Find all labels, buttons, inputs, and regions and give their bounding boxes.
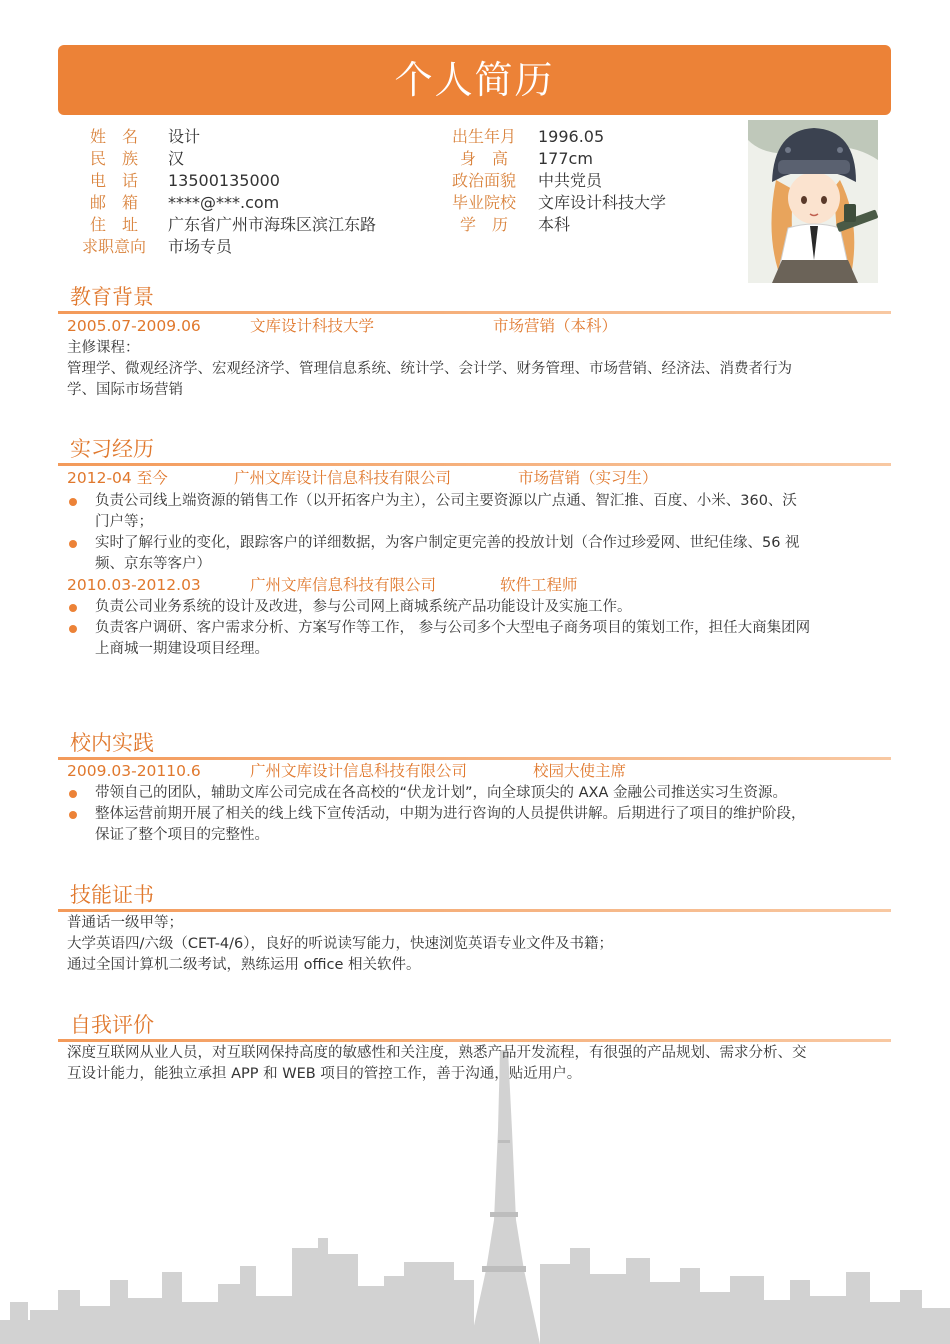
section-title-campus: 校内实践 [70, 731, 154, 755]
section-title-internship: 实习经历 [70, 437, 154, 461]
bullet-dot-icon [69, 540, 77, 548]
profile-label: 毕业院校 [451, 193, 516, 212]
bullet-line: 上商城一期建设项目经理。 [95, 641, 269, 657]
bullet-line: 实时了解行业的变化，跟踪客户的详细数据，为客户制定更完善的投放计划（合作过珍爱网、世纪佳缘、56 视 [95, 535, 800, 551]
self-eval-line: 互设计能力，能独立承担 APP 和 WEB 项目的管控工作，善于沟通，贴近用户。 [67, 1066, 582, 1082]
education-school: 文库设计科技大学 [250, 317, 375, 335]
bullet-line: 负责客户调研、客户需求分析、方案写作等工作， 参与公司多个大型电子商务项目的策划工作，担任大商集团网 [95, 620, 811, 636]
profile-value: 本科 [538, 215, 571, 234]
section-divider [58, 1039, 891, 1042]
profile-value: 设计 [168, 127, 201, 146]
campus-bullet [67, 783, 887, 804]
section-title-skills: 技能证书 [70, 883, 154, 907]
job-company: 广州文库信息科技有限公司 [250, 576, 437, 594]
profile-value: 13500135000 [168, 171, 280, 190]
avatar-illustration [748, 120, 878, 283]
section-divider [58, 757, 891, 760]
section-divider [58, 909, 891, 912]
profile-row-height [440, 148, 666, 170]
bullet-dot-icon [69, 604, 77, 612]
profile-value: 1996.05 [538, 127, 605, 146]
course-list-line: 管理学、微观经济学、宏观经济学、管理信息系统、统计学、会计学、财务管理、市场营销、经济法、消费者行为 [67, 361, 792, 377]
education-major: 市场营销（本科） [493, 317, 618, 335]
skill-line: 普通话一级甲等； [67, 915, 183, 931]
bullet-dot-icon [69, 811, 77, 819]
profile-row-school [440, 192, 666, 214]
campus-role: 校园大使主席 [533, 762, 627, 780]
section-title-education: 教育背景 [70, 285, 154, 309]
profile-label: 邮 箱 [89, 193, 138, 212]
profile-label: 民 族 [89, 149, 138, 168]
profile-right-column [440, 126, 666, 236]
job-bullet [67, 597, 887, 618]
course-list-line: 学、国际市场营销 [67, 382, 183, 398]
profile-label: 姓 名 [89, 127, 138, 146]
bullet-line: 保证了整个项目的完整性。 [95, 827, 269, 843]
profile-row-birth [440, 126, 666, 148]
job-period: 2010.03-2012.03 [67, 576, 201, 594]
profile-left-column [70, 126, 376, 258]
profile-row-political [440, 170, 666, 192]
profile-value: 汉 [168, 149, 185, 168]
bullet-line: 整体运营前期开展了相关的线上线下宣传活动，中期为进行咨询的人员提供讲解。后期进行了项目的维护阶段， [95, 806, 806, 822]
profile-value: 中共党员 [538, 171, 603, 190]
skill-line: 大学英语四/六级（CET-4/6），良好的听说读写能力，快速浏览英语专业文件及书籍； [67, 936, 614, 952]
profile-label: 住 址 [89, 215, 138, 234]
job-period: 2012-04 至今 [67, 469, 168, 487]
section-divider [58, 311, 891, 314]
bullet-line: 带领自己的团队，辅助文库公司完成在各高校的“伏龙计划”，向全球顶尖的 AXA 金融公司推送实习生资源。 [95, 785, 788, 801]
profile-value: ****@***.com [168, 193, 280, 212]
profile-row-address [70, 214, 376, 236]
bullet-dot-icon [69, 625, 77, 633]
bullet-line: 门户等； [95, 514, 153, 530]
profile-label: 出生年月 [451, 127, 516, 146]
education-period: 2005.07-2009.06 [67, 317, 201, 335]
job-role: 市场营销（实习生） [518, 469, 658, 487]
bullet-line: 负责公司线上端资源的销售工作（以开拓客户为主），公司主要资源以广点通、智汇推、百度、小米、360、沃 [95, 493, 797, 509]
campus-company: 广州文库设计信息科技有限公司 [250, 762, 468, 780]
job-company: 广州文库设计信息科技有限公司 [234, 469, 452, 487]
job-bullet [67, 618, 887, 660]
profile-label: 电 话 [89, 171, 138, 190]
profile-row-objective [70, 236, 376, 258]
bullet-line: 负责公司业务系统的设计及改进，参与公司网上商城系统产品功能设计及实施工作。 [95, 599, 632, 615]
job-bullet [67, 533, 887, 575]
profile-value: 文库设计科技大学 [538, 193, 667, 212]
avatar [748, 120, 878, 283]
campus-period: 2009.03-20110.6 [67, 762, 201, 780]
section-divider [58, 463, 891, 466]
job-bullet [67, 491, 887, 533]
profile-row-email [70, 192, 376, 214]
resume-title: 个人简历 [58, 45, 891, 115]
campus-bullet [67, 804, 887, 846]
profile-label: 身 高 [459, 149, 508, 168]
city-skyline-illustration [0, 1040, 950, 1344]
self-eval-line: 深度互联网从业人员，对互联网保持高度的敏感性和关注度，熟悉产品开发流程，有很强的产品规划、需求分析、交 [67, 1045, 807, 1061]
bullet-line: 频、京东等客户） [95, 556, 211, 572]
bullet-dot-icon [69, 498, 77, 506]
profile-label: 学 历 [459, 215, 508, 234]
skill-line: 通过全国计算机二级考试，熟练运用 office 相关软件。 [67, 957, 421, 973]
profile-row-degree [440, 214, 666, 236]
profile-row-name [70, 126, 376, 148]
profile-label: 政治面貌 [451, 171, 516, 190]
profile-value: 177cm [538, 149, 593, 168]
job-role: 软件工程师 [500, 576, 578, 594]
course-label: 主修课程： [67, 340, 140, 356]
profile-value: 广东省广州市海珠区滨江东路 [168, 215, 377, 234]
bullet-dot-icon [69, 790, 77, 798]
profile-label: 求职意向 [81, 237, 146, 256]
section-title-self-eval: 自我评价 [70, 1013, 154, 1037]
profile-row-phone [70, 170, 376, 192]
profile-value: 市场专员 [168, 237, 233, 256]
profile-row-ethnicity [70, 148, 376, 170]
